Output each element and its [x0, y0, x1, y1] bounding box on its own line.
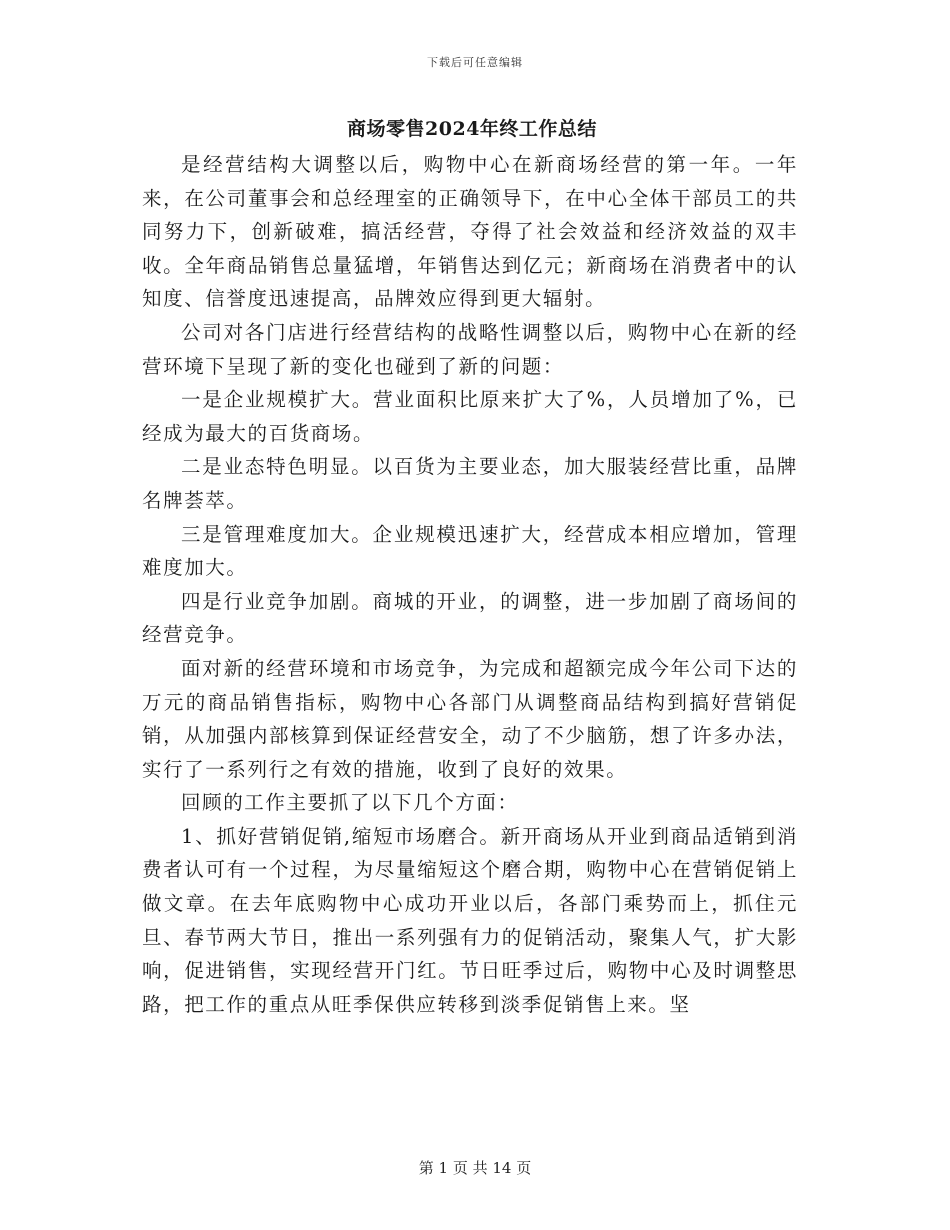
paragraph: 三是管理难度加大。企业规模迅速扩大，经营成本相应增加，管理难度加大。: [142, 522, 798, 580]
paragraph: 回顾的工作主要抓了以下几个方面：: [181, 791, 519, 815]
paragraph: 1、抓好营销促销,缩短市场磨合。新开商场从开业到商品适销到消费者认可有一个过程，为尽量缩短这个磨合期，购物中心在营销促销上做文章。在去年底购物中心成功开业以后，各部门乘势而上，抓住元旦、春节两大节日，推出一系列强有力的促销活动，聚集人气，扩大影响，促进销售，实现经营开门红。节日旺季过后，购物中心及时调整思路，把工作的重点从旺季保供应转移到淡季促销售上来。坚: [142, 824, 798, 1016]
paragraph: 是经营结构大调整以后，购物中心在新商场经营的第一年。一年来，在公司董事会和总经理室的正确领导下，在中心全体干部员工的共同努力下，创新破难，搞活经营，夺得了社会效益和经济效益的双丰收。全年商品销售总量猛增，年销售达到亿元；新商场在消费者中的认知度、信誉度迅速提高，品牌效应得到更大辐射。: [142, 153, 798, 311]
page-footer: 第 1 页 共 14 页: [418, 1159, 532, 1177]
document-body: [142, 148, 798, 1021]
document-title: 商场零售2024年终工作总结: [347, 118, 597, 140]
paragraph: 公司对各门店进行经营结构的战略性调整以后，购物中心在新的经营环境下呈现了新的变化也碰到了新的问题：: [142, 320, 798, 378]
paragraph: 四是行业竞争加剧。商城的开业，的调整，进一步加剧了商场间的经营竞争。: [142, 589, 798, 647]
paragraph: 一是企业规模扩大。营业面积比原来扩大了%，人员增加了%，已经成为最大的百货商场。: [142, 388, 798, 445]
paragraph: 面对新的经营环境和市场竞争，为完成和超额完成今年公司下达的万元的商品销售指标，购物中心各部门从调整商品结构到搞好营销促销，从加强内部核算到保证经营安全，动了不少脑筋，想了许多办法，实行了一系列行之有效的措施，收到了良好的效果。: [142, 656, 798, 781]
paragraph: 二是业态特色明显。以百货为主要业态，加大服装经营比重，品牌名牌荟萃。: [142, 455, 798, 512]
page-header: 下载后可任意编辑: [427, 56, 523, 69]
